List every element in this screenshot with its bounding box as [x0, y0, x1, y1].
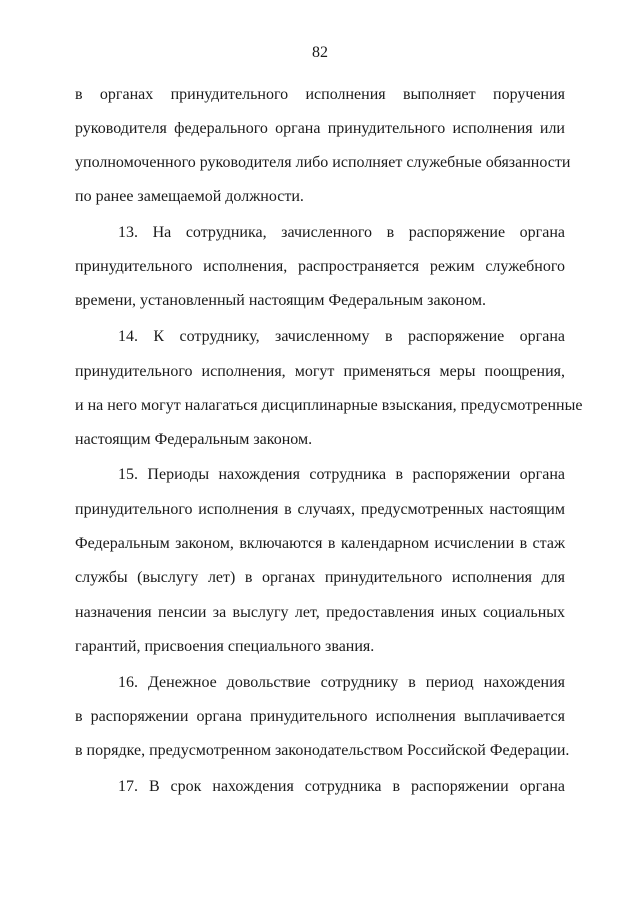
text-line: в распоряжении органа принудительного исполнения выплачивается [75, 708, 565, 725]
page-number: 82 [312, 44, 328, 61]
paragraph-17-first-line: 17. В срок нахождения сотрудника в распоряжении органа [118, 778, 565, 795]
text-line: настоящим Федеральным законом. [75, 431, 313, 448]
text-line: принудительного исполнения, распространяется режим служебного [75, 258, 565, 275]
text-line: уполномоченного руководителя либо исполняет служебные обязанности [75, 154, 571, 171]
text-line: времени, установленный настоящим Федеральным законом. [75, 292, 486, 309]
text-line: в порядке, предусмотренном законодательством Российской Федерации. [75, 742, 570, 759]
text-line: в органах принудительного исполнения выполняет поручения [75, 86, 565, 103]
text-line: руководителя федерального органа принудительного исполнения или [75, 120, 565, 137]
text-line: принудительного исполнения, могут применяться меры поощрения, [75, 363, 565, 380]
text-line: по ранее замещаемой должности. [75, 188, 304, 205]
paragraph-14-first-line: 14. К сотруднику, зачисленному в распоряжение органа [118, 328, 565, 345]
text-line: назначения пенсии за выслугу лет, предоставления иных социальных [75, 604, 565, 621]
text-line: гарантий, присвоения специального звания. [75, 638, 375, 655]
text-line: и на него могут налагаться дисциплинарные взыскания, предусмотренные [75, 397, 583, 414]
paragraph-16-first-line: 16. Денежное довольствие сотруднику в период нахождения [118, 674, 565, 691]
paragraph-15-first-line: 15. Периоды нахождения сотрудника в распоряжении органа [118, 466, 565, 483]
text-line: принудительного исполнения в случаях, предусмотренных настоящим [75, 501, 565, 518]
paragraph-13-first-line: 13. На сотрудника, зачисленного в распоряжение органа [118, 224, 565, 241]
text-line: Федеральным законом, включаются в календарном исчислении в стаж [75, 535, 565, 552]
text-line: службы (выслугу лет) в органах принудительного исполнения для [75, 569, 565, 586]
